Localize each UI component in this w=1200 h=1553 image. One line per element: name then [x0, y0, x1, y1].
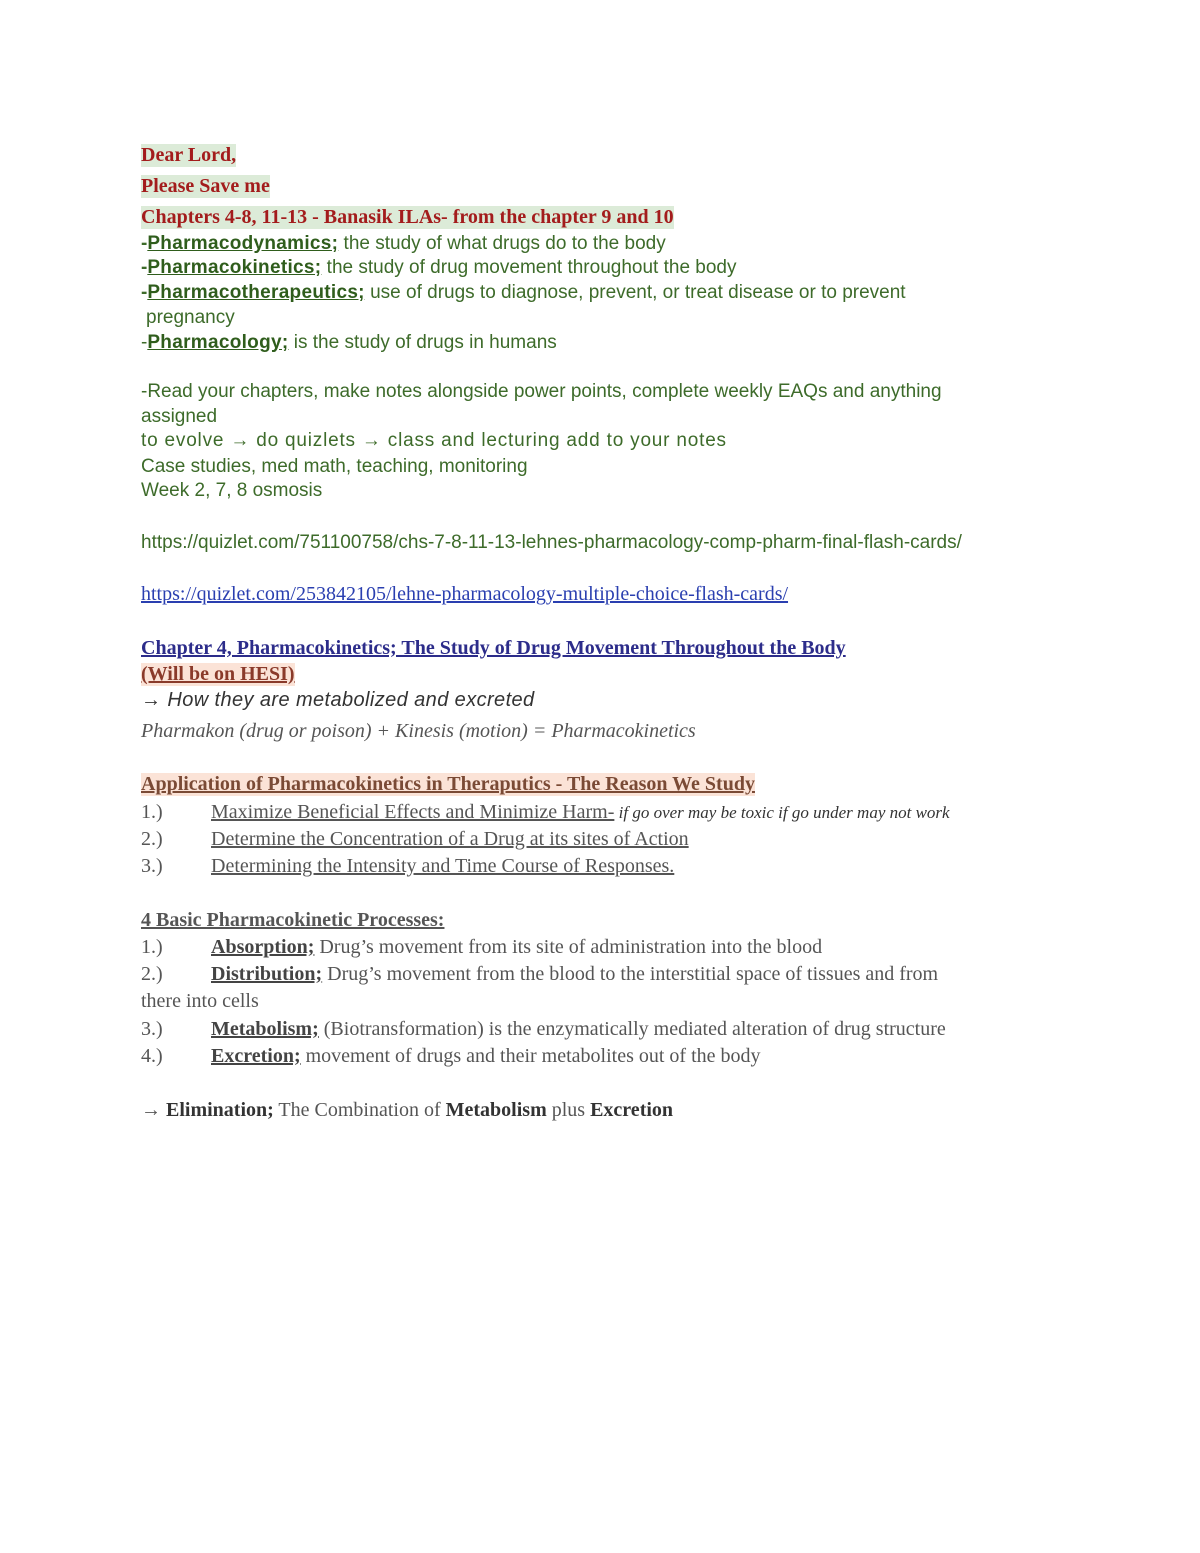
study-note-line-3: to evolve → do quizlets → class and lecturing add to your notes — [141, 430, 727, 451]
processes-heading: 4 Basic Pharmacokinetic Processes: — [141, 909, 445, 931]
metabolized-excreted-note: → How they are metabolized and excreted — [141, 689, 535, 711]
plea-line: Please Save me — [141, 175, 270, 197]
study-note-line-1: -Read your chapters, make notes alongside power points, complete weekly EAQs and anything — [141, 381, 942, 402]
definition-pharmacotherapeutics: -Pharmacotherapeutics; use of drugs to diagnose, prevent, or treat disease or to prevent — [141, 282, 906, 303]
definition-pharmacodynamics: -Pharmacodynamics; the study of what drugs do to the body — [141, 233, 666, 254]
study-note-line-4: Case studies, med math, teaching, monitoring — [141, 456, 528, 477]
process-distribution: 2.) Distribution; Drug’s movement from the blood to the interstitial space of tissues and from — [141, 963, 939, 985]
study-note-line-5: Week 2, 7, 8 osmosis — [141, 480, 323, 501]
definition-pharmacology: -Pharmacology; is the study of drugs in humans — [141, 332, 557, 353]
greeting-line: Dear Lord, — [141, 144, 237, 166]
process-excretion: 4.) Excretion; movement of drugs and their metabolites out of the body — [141, 1045, 761, 1067]
application-item-2: 2.) Determine the Concentration of a Drug at its sites of Action — [141, 828, 689, 850]
chapters-line: Chapters 4-8, 11-13 - Banasik ILAs- from the chapter 9 and 10 — [141, 206, 674, 228]
definition-continuation: pregnancy — [146, 307, 235, 328]
pharmacokinetics-etymology: Pharmakon (drug or poison) + Kinesis (motion) = Pharmacokinetics — [141, 720, 696, 742]
definition-pharmacokinetics: -Pharmacokinetics; the study of drug movement throughout the body — [141, 257, 737, 278]
chapter-4-title: Chapter 4, Pharmacokinetics; The Study of Drug Movement Throughout the Body — [141, 637, 846, 659]
quizlet-link[interactable]: https://quizlet.com/253842105/lehne-pharmacology-multiple-choice-flash-cards/ — [141, 583, 789, 605]
process-metabolism: 3.) Metabolism; (Biotransformation) is the enzymatically mediated alteration of drug structure — [141, 1018, 946, 1040]
quizlet-url-text: https://quizlet.com/751100758/chs-7-8-11-13-lehnes-pharmacology-comp-pharm-final-flash-cards/ — [141, 532, 962, 553]
process-distribution-continuation: there into cells — [141, 990, 259, 1012]
application-item-3: 3.) Determining the Intensity and Time Course of Responses. — [141, 855, 675, 877]
application-item-1: 1.) Maximize Beneficial Effects and Minimize Harm- if go over may be toxic if go under may not work — [141, 801, 950, 823]
application-heading: Application of Pharmacokinetics in Theraputics - The Reason We Study — [141, 773, 755, 795]
hesi-note: (Will be on HESI) — [141, 663, 295, 685]
process-absorption: 1.) Absorption; Drug’s movement from its site of administration into the blood — [141, 936, 823, 958]
elimination-line: → Elimination; The Combination of Metabolism plus Excretion — [141, 1099, 674, 1121]
study-note-line-2: assigned — [141, 406, 218, 427]
